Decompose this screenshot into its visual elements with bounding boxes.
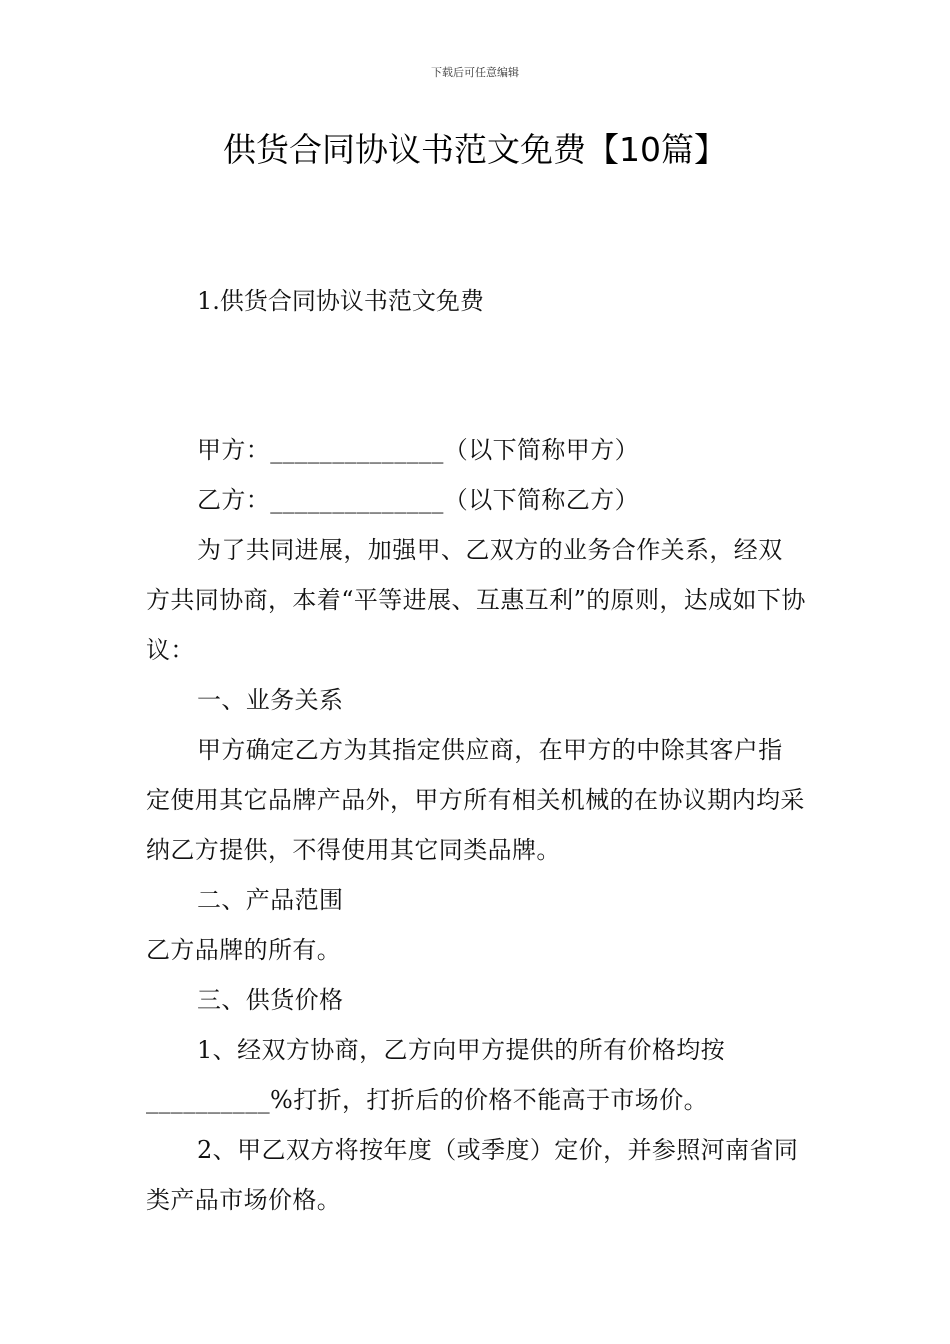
clause-3-item-2: 2、甲乙双方将按年度（或季度）定价，并参照河南省同类产品市场价格。 [146,1136,799,1214]
clause-2-text: 乙方品牌的所有。 [146,936,342,964]
clause-3-heading: 三、供货价格 [197,986,344,1014]
document-body [146,425,806,1225]
clause-1-text: 甲方确定乙方为其指定供应商，在甲方的中除其客户指定使用其它品牌产品外，甲方所有相关机械的在协议期内均采纳乙方提供，不得使用其它同类品牌。 [146,736,805,864]
clause-1-heading: 一、业务关系 [197,686,344,714]
party-a-line: 甲方：______________（以下简称甲方） [197,436,639,464]
header-note: 下载后可任意编辑 [431,66,519,79]
party-b-line: 乙方：______________（以下简称乙方） [197,486,639,514]
clause-2-heading: 二、产品范围 [197,886,344,914]
section-heading: 1.供货合同协议书范文免费 [197,287,484,315]
preamble-paragraph: 为了共同进展，加强甲、乙双方的业务合作关系，经双方共同协商，本着“平等进展、互惠互利”的原则，达成如下协议： [146,536,806,664]
document-title: 供货合同协议书范文免费【10篇】 [223,130,727,169]
clause-3-item-1: 1、经双方协商，乙方向甲方提供的所有价格均按__________%打折，打折后的价格不能高于市场价。 [146,1036,726,1114]
